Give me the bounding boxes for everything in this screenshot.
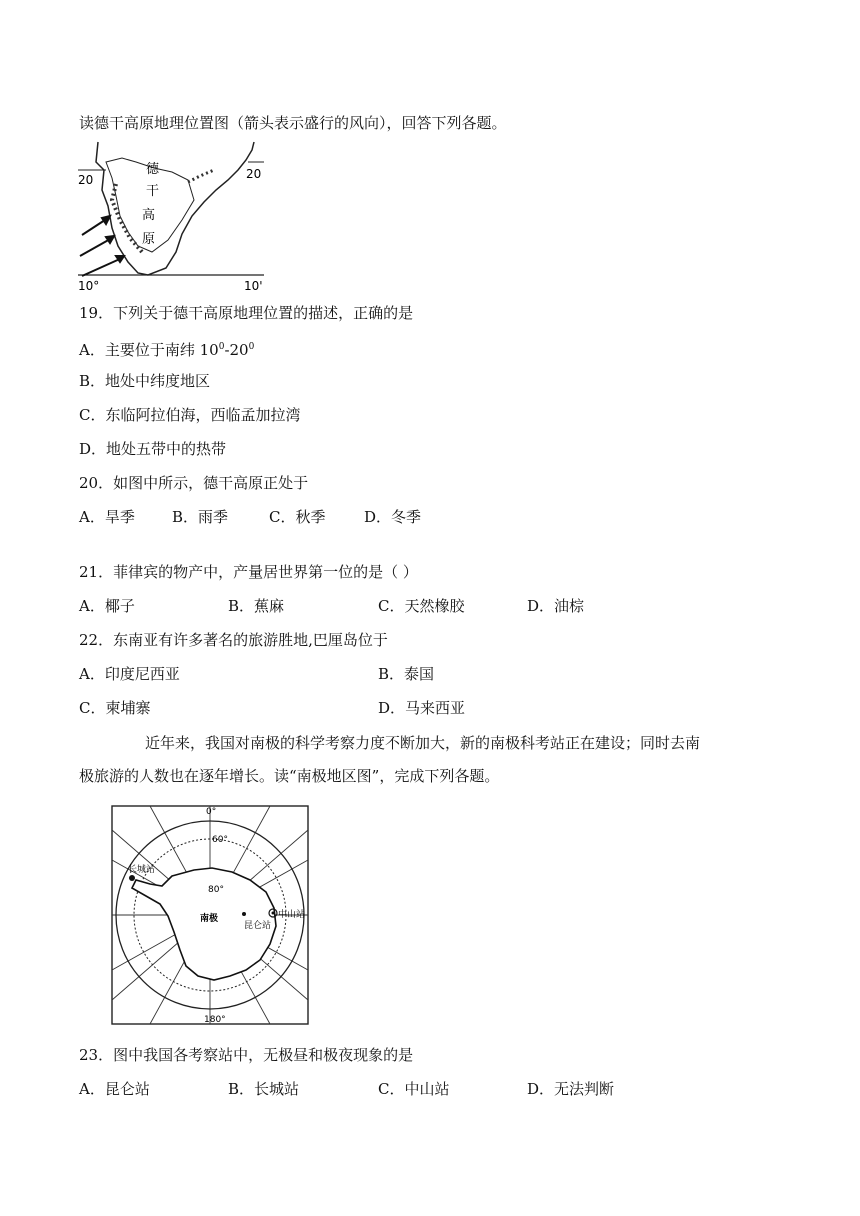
q22-option-d: D．马来西亚	[378, 699, 466, 717]
q19-option-a: A．主要位于南纬 $10^0-20^0$	[79, 341, 255, 359]
pole-label: 南极	[200, 914, 219, 924]
lat-label: 20	[246, 167, 262, 181]
q21-option-a: A．椰子	[79, 597, 135, 615]
q21-option-d: D．油棕	[527, 597, 585, 615]
lat-label: 20	[78, 173, 94, 187]
q22-option-a: A．印度尼西亚	[79, 665, 180, 683]
q22-option-b: B．泰国	[378, 665, 435, 683]
q23-option-d: D．无法判断	[527, 1080, 615, 1098]
q19-option-b: B．地处中纬度地区	[79, 372, 211, 390]
map-label: 德	[146, 162, 160, 177]
q20-option-d: D．冬季	[364, 508, 422, 526]
q20-option-b: B．雨季	[172, 508, 229, 526]
q23-option-c: C．中山站	[378, 1080, 450, 1098]
q23-option-b: B．长城站	[228, 1080, 300, 1098]
intro-deccan: 读德干高原地理位置图（箭头表示盛行的风向），回答下列各题。	[79, 114, 507, 132]
q19-stem: 19．下列关于德干高原地理位置的描述，正确的是	[79, 304, 414, 322]
q20-option-c: C．秋季	[269, 508, 326, 526]
q21-option-c: C．天然橡胶	[378, 597, 465, 615]
station-label: 昆仑站	[244, 921, 272, 931]
q23-stem: 23．图中我国各考察站中，无极昼和极夜现象的是	[79, 1046, 414, 1064]
map-label: 干	[146, 184, 160, 199]
q20-option-a: A．旱季	[79, 508, 135, 526]
deccan-map-figure	[76, 140, 266, 292]
map-label: 0°	[206, 807, 217, 817]
map-label: 80°	[208, 885, 224, 895]
map-label: 180°	[204, 1015, 226, 1025]
intro-antarctic-line1: 近年来，我国对南极的科学考察力度不断加大，新的南极科考站正在建设；同时去南	[145, 734, 701, 752]
intro-antarctic-line2: 极旅游的人数也在逐年增长。读“南极地区图”，完成下列各题。	[79, 767, 500, 785]
station-label: 中山站	[278, 910, 306, 920]
q19-option-d: D．地处五带中的热带	[79, 440, 227, 458]
q20-stem: 20．如图中所示，德干高原正处于	[79, 474, 309, 492]
map-label: 60°	[212, 835, 228, 845]
map-label: 原	[142, 232, 156, 247]
q22-option-c: C．柬埔寨	[79, 699, 151, 717]
station-label: 长城站	[128, 865, 156, 875]
antarctica-map-figure	[110, 800, 310, 1030]
q22-stem: 22．东南亚有许多著名的旅游胜地,巴厘岛位于	[79, 631, 388, 649]
q23-option-a: A．昆仑站	[79, 1080, 150, 1098]
q21-option-b: B．蕉麻	[228, 597, 285, 615]
lat-label: 10'	[244, 279, 263, 292]
map-label: 高	[142, 208, 156, 223]
q21-stem: 21．菲律宾的物产中，产量居世界第一位的是（ ）	[79, 563, 418, 581]
q19-option-c: C．东临阿拉伯海，西临孟加拉湾	[79, 406, 301, 424]
lat-label: 10°	[78, 279, 100, 292]
